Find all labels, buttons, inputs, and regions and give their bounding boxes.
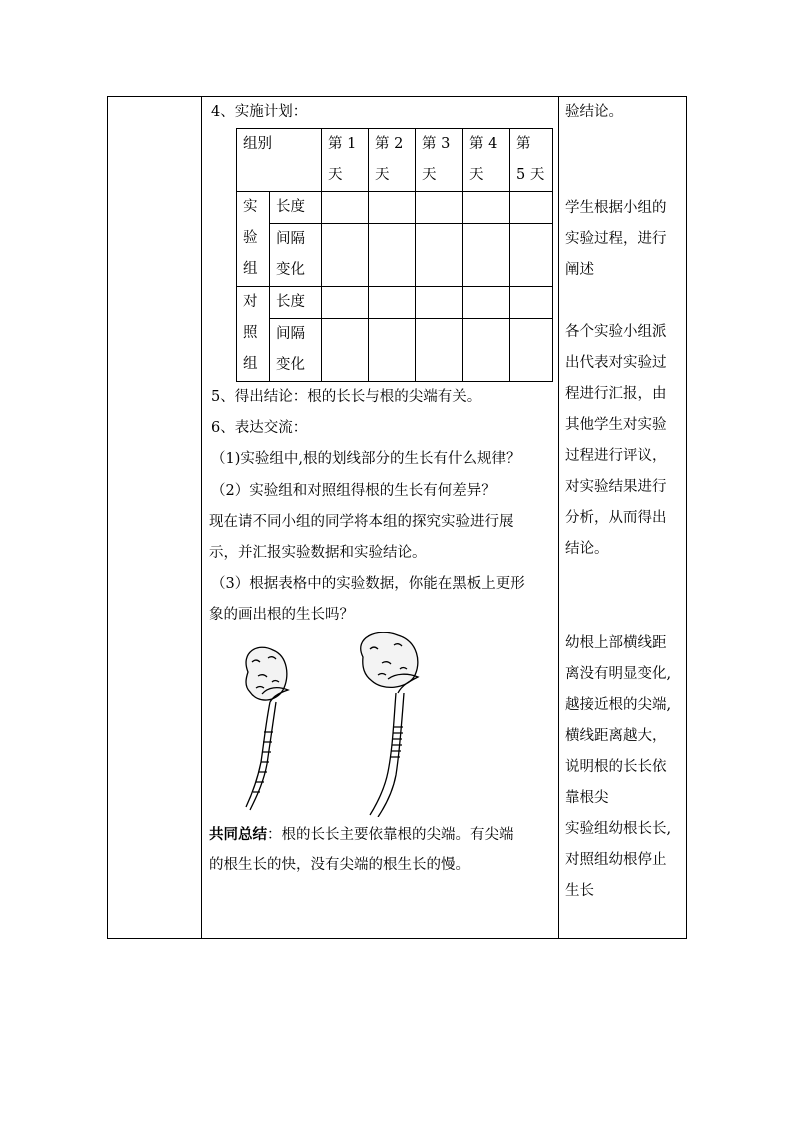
right-line: 分析，从而得出: [565, 510, 667, 526]
exchange-heading: 6、表达交流：: [211, 420, 308, 436]
right-line: 靠根尖: [565, 790, 609, 806]
question-3-line-1: （3）根据表格中的实验数据，你能在黑板上更形: [211, 576, 525, 592]
cell: [416, 192, 463, 224]
cell: [322, 224, 369, 287]
right-line: 横线距离越大，: [565, 728, 667, 744]
right-block-4: [565, 628, 683, 907]
experiment-group-label: 实 验 组: [237, 192, 270, 287]
right-line: 结论。: [565, 541, 609, 557]
day1-header: 第 1 天: [322, 129, 369, 192]
cell: [510, 319, 553, 382]
cell: [416, 319, 463, 382]
group-header: 组别: [237, 129, 322, 192]
plan-heading: 4、实施计划：: [211, 104, 308, 120]
cell: [463, 319, 510, 382]
cell: [463, 287, 510, 319]
right-line: 实验组幼根长长,: [565, 821, 672, 837]
cell: [510, 287, 553, 319]
seedling-long-icon: [361, 632, 418, 817]
right-line: 说明根的长长依: [565, 759, 667, 775]
day3-header: 第 3 天: [416, 129, 463, 192]
length-label: 长度: [270, 287, 322, 319]
right-block-1: [565, 97, 683, 128]
right-line: 离没有明显变化,: [565, 666, 672, 682]
right-block-2: [565, 193, 683, 286]
interval-label: 间隔 变化: [270, 224, 322, 287]
length-label: 长度: [270, 192, 322, 224]
cell: [463, 224, 510, 287]
summary-text: ：根的长长主要依靠根的尖端。有尖端: [267, 827, 514, 843]
right-line: 越接近根的尖端,: [565, 697, 672, 713]
cell: [369, 287, 416, 319]
question-3-line-2: 象的画出根的生长吗？: [209, 607, 354, 623]
right-line: 阐述: [565, 262, 594, 278]
cell: [416, 287, 463, 319]
right-line: 对实验结果进行: [565, 479, 667, 495]
cell: [322, 319, 369, 382]
present-line-2: 示，并汇报实验数据和实验结论。: [209, 545, 427, 561]
right-line: 实验过程，进行: [565, 231, 667, 247]
present-line-1: 现在请不同小组的同学将本组的探究实验进行展: [209, 514, 514, 530]
question-1: （1)实验组中,根的划线部分的生长有什么规律？: [211, 451, 521, 467]
right-line: 生长: [565, 883, 594, 899]
cell: [510, 192, 553, 224]
right-line: 过程进行评议，: [565, 448, 667, 464]
plan-table: [236, 128, 553, 382]
right-line: 出代表对实验过: [565, 355, 667, 371]
cell: [322, 287, 369, 319]
question-2: （2）实验组和对照组得根的生长有何差异？: [211, 483, 496, 499]
seedling-short-icon: [246, 647, 288, 810]
right-line: 幼根上部横线距: [565, 635, 667, 651]
right-line: 程进行汇报，由: [565, 386, 667, 402]
right-line: 学生根据小组的: [565, 200, 667, 216]
cell: [369, 192, 416, 224]
summary-line-2: 的根生长的快，没有尖端的根生长的慢。: [209, 857, 470, 873]
interval-label: 间隔 变化: [270, 319, 322, 382]
column-divider-1: [201, 97, 202, 938]
cell: [322, 192, 369, 224]
control-group-label: 对 照 组: [237, 287, 270, 382]
column-divider-2: [558, 97, 559, 938]
cell: [369, 319, 416, 382]
summary-label: 共同总结: [209, 826, 267, 843]
right-block-3: [565, 317, 683, 565]
cell: [510, 224, 553, 287]
summary-line-1: [209, 819, 514, 851]
day4-header: 第 4 天: [463, 129, 510, 192]
lesson-table: [107, 96, 687, 939]
cell: [463, 192, 510, 224]
root-growth-illustration: [228, 632, 458, 817]
cell: [416, 224, 463, 287]
right-line: 验结论。: [565, 104, 623, 120]
right-line: 对照组幼根停止: [565, 852, 667, 868]
day5-header: 第 5 天: [510, 129, 553, 192]
cell: [369, 224, 416, 287]
right-line: 其他学生对实验: [565, 417, 667, 433]
conclusion-line: 5、得出结论：根的长长与根的尖端有关。: [211, 389, 482, 405]
right-line: 各个实验小组派: [565, 324, 667, 340]
day2-header: 第 2 天: [369, 129, 416, 192]
